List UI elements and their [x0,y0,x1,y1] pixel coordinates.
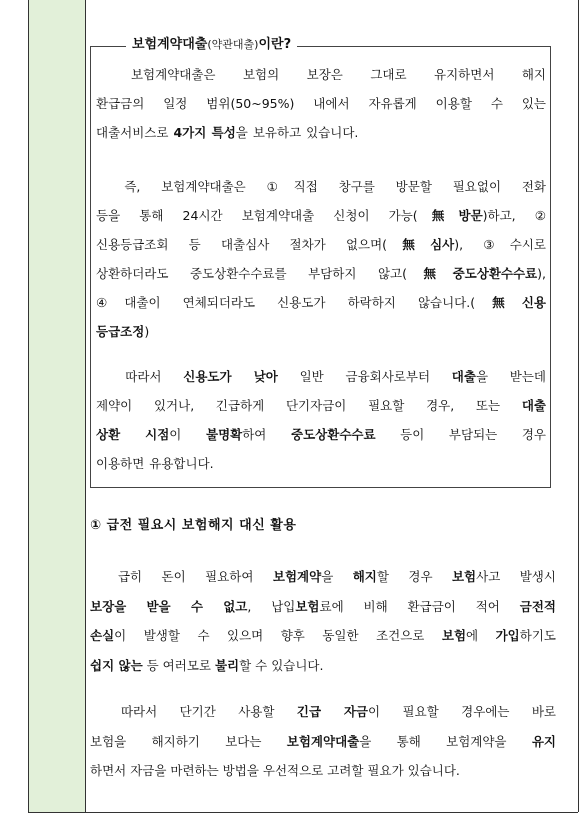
text-line: 등급조정) [96,324,150,339]
text-line: 급히 돈이 필요하여 보험계약을 해지할 경우 보험사고 발생시 [90,569,556,584]
title-main: 보험계약대출 [132,37,208,52]
text-line: 하면서 자금을 마련하는 방법을 우선적으로 고려할 필요가 있습니다. [90,763,460,778]
text-line: 이용하면 유용합니다. [96,456,214,471]
bottom-border-line [84,812,578,813]
text-line: 즉, 보험계약대출은 ①직접 창구를 방문할 필요없이 전화 [96,179,546,194]
title-suffix: 이란? [258,37,292,52]
text-line: 상환 시점이 불명확하여 중도상환수수료 등이 부담되는 경우 [96,427,546,442]
section-paragraph-2 [90,697,556,786]
text-line: 대출서비스로 4가지 특성을 보유하고 있습니다. [96,125,359,140]
text-line: 상환하더라도 중도상환수수료를 부담하지 않고(無중도상환수수료), [96,266,546,281]
conclusion-paragraph [96,362,546,478]
text-line: 제약이 있거나, 긴급하게 단기자금이 필요할 경우, 또는 대출 [96,398,546,413]
text-line: 따라서 신용도가 낮아 일반 금융회사로부터 대출을 받는데 [96,369,547,384]
title-paren: (약관대출) [207,38,259,51]
section-paragraph-1 [90,562,556,680]
text-line: ④대출이 연체되더라도 신용도가 하락하지 않습니다.(無신용 [96,295,546,310]
left-margin-strip [28,0,86,813]
intro-paragraph [96,60,546,147]
text-line: 쉽지 않는 등 여러모로 불리할 수 있습니다. [90,657,324,673]
text-line: 보험을 해지하기 보다는 보험계약대출을 통해 보험계약을 유지 [90,733,556,749]
features-paragraph [96,172,546,346]
right-border-line [578,0,579,812]
definition-box-title [126,36,297,54]
text-line: 환급금의 일정 범위(50~95%) 내에서 자유롭게 이용할 수 있는 [96,96,546,111]
text-line: 등을 통해 24시간 보험계약대출 신청이 가능(無방문)하고, ② [96,208,546,223]
text-line: 손실이 발생할 수 있으며 향후 동일한 조건으로 보험에 가입하기도 [90,628,556,643]
text-line: 따라서 단기간 사용할 긴급 자금이 필요할 경우에는 바로 [90,704,557,719]
text-line: 신용등급조회 등 대출심사 절차가 없으며(無심사), ③수시로 [96,237,546,252]
section-heading: ① 급전 필요시 보험해지 대신 활용 [90,518,297,533]
text-line: 보험계약대출은 보험의 보장은 그대로 유지하면서 해지 [96,67,546,82]
text-line: 보장을 받을 수 없고, 납입보험료에 비해 환급금이 적어 금전적 [90,598,556,614]
